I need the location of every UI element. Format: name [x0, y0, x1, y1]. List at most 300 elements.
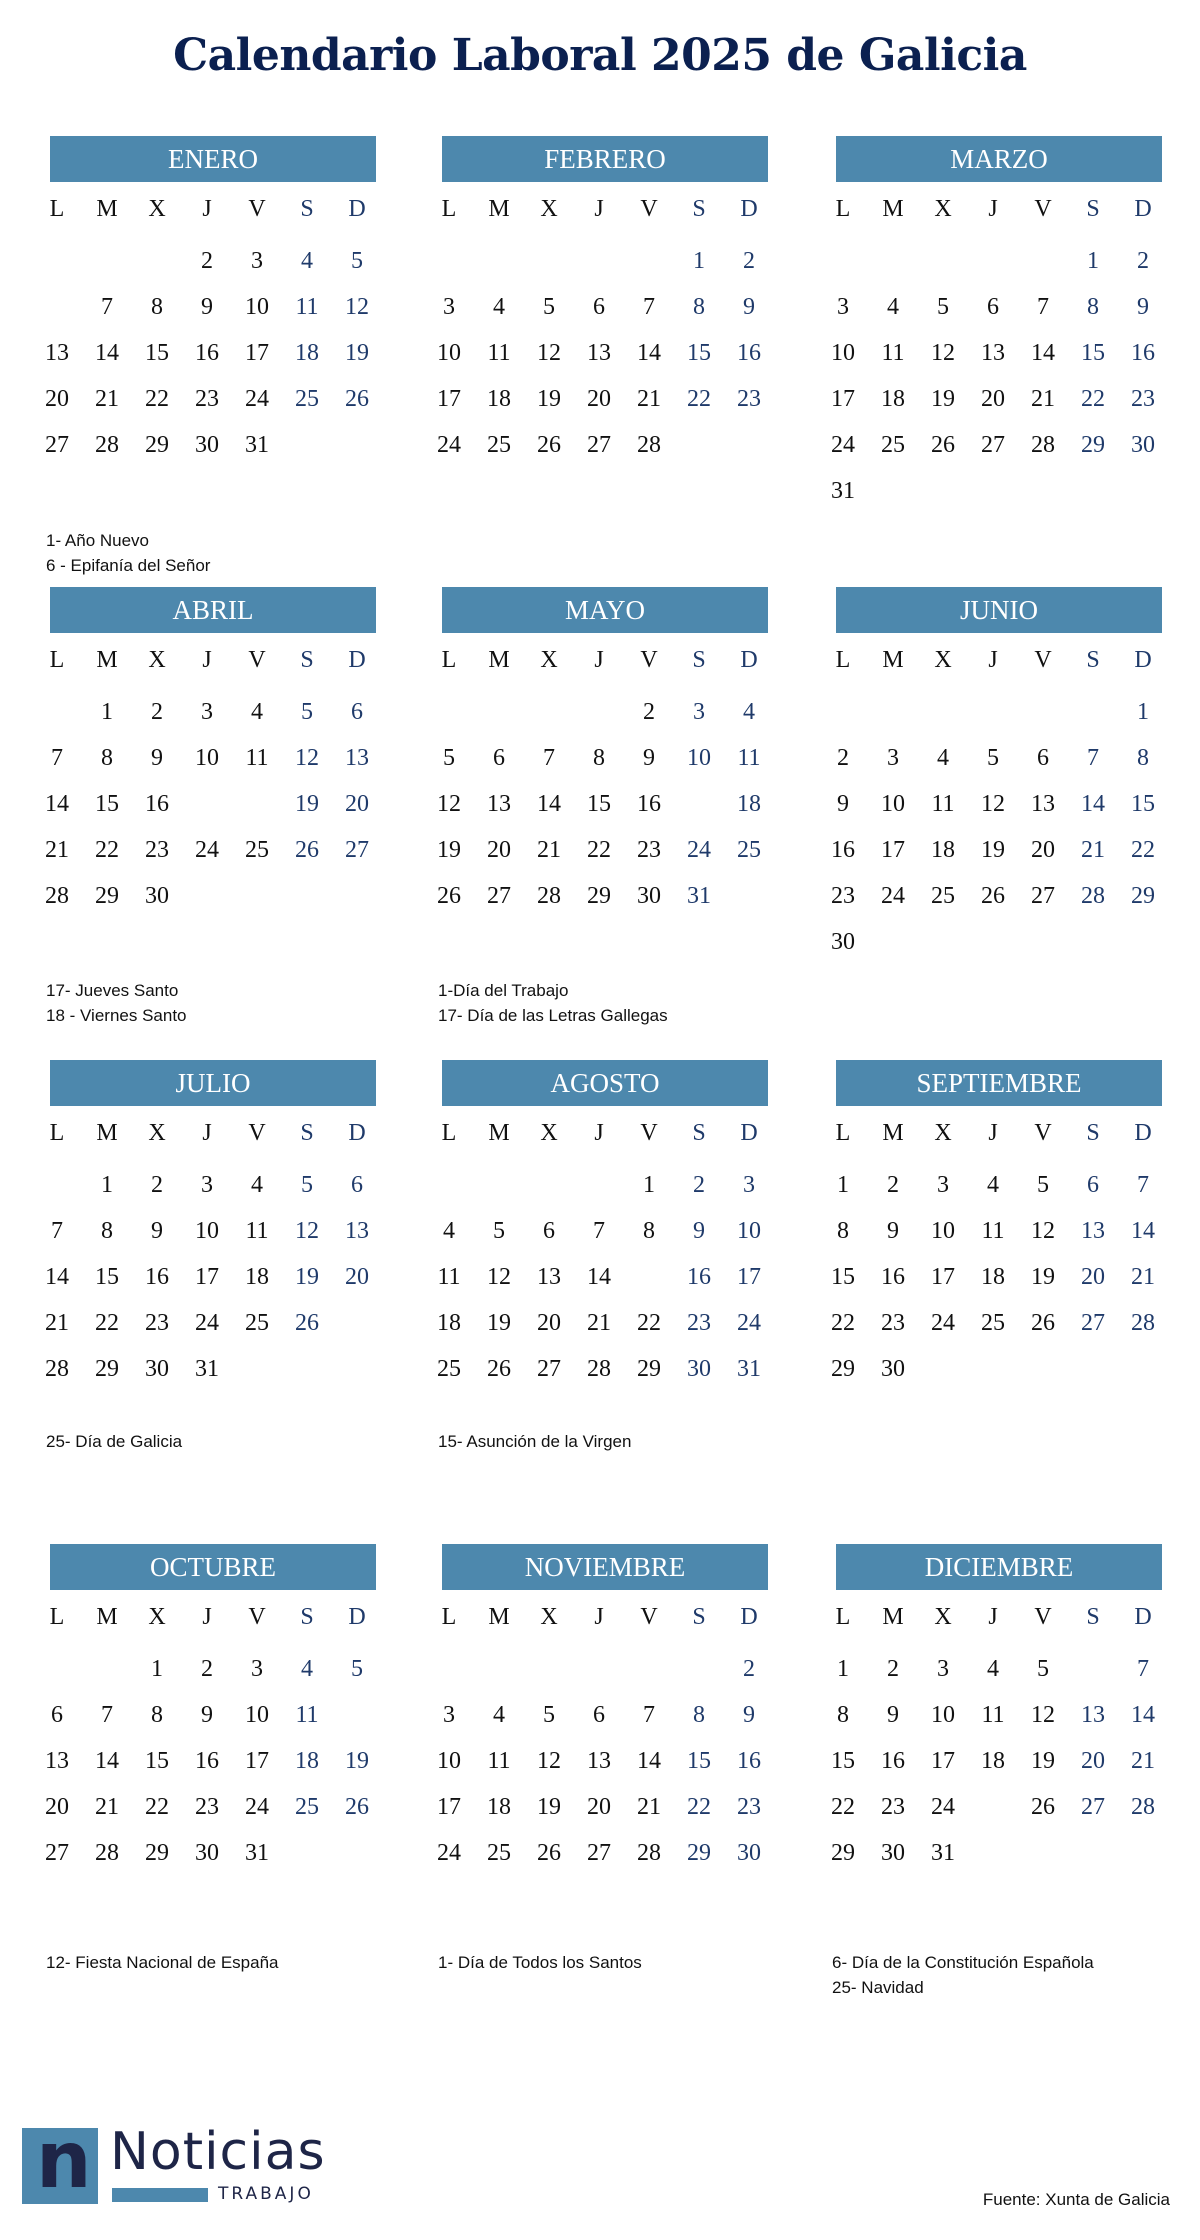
- day: [674, 1830, 724, 1876]
- weekday-label: X: [934, 1604, 952, 1630]
- day-number: 7: [1137, 1656, 1149, 1682]
- day-number: 23: [881, 1310, 905, 1336]
- month-header: FEBRERO: [442, 136, 768, 182]
- day: [868, 781, 918, 827]
- day-number: 20: [981, 386, 1005, 412]
- month-agosto: [437, 1060, 768, 1500]
- days-grid: [424, 1646, 774, 1876]
- day-number: 11: [245, 745, 269, 771]
- weekday-label: L: [835, 1120, 851, 1146]
- day: [918, 1254, 968, 1300]
- day-number: 30: [881, 1840, 905, 1866]
- day-number: 8: [151, 294, 163, 320]
- weekday-label: S: [300, 196, 314, 222]
- day-number: 30: [195, 1840, 219, 1866]
- day: [474, 873, 524, 919]
- day: [524, 1830, 574, 1876]
- day: [968, 873, 1018, 919]
- day-number: 21: [45, 837, 69, 863]
- empty-cell: [524, 238, 574, 284]
- day-number: 18: [295, 340, 319, 366]
- day: [82, 873, 132, 919]
- day-number: 22: [687, 386, 711, 412]
- weekday-label: J: [594, 1120, 604, 1146]
- day-number: 11: [981, 1218, 1005, 1244]
- day-number: 10: [931, 1702, 955, 1728]
- day: [424, 1346, 474, 1392]
- weekday-label: V: [640, 1604, 658, 1630]
- day-number: 21: [1131, 1264, 1155, 1290]
- month-header: NOVIEMBRE: [442, 1544, 768, 1590]
- day-number: 5: [987, 745, 999, 771]
- day-number: 26: [931, 432, 955, 458]
- day: [968, 1738, 1018, 1784]
- day: [82, 1208, 132, 1254]
- weekday-label: J: [202, 647, 212, 673]
- day: [474, 1300, 524, 1346]
- day-number: 17: [737, 1264, 761, 1290]
- day-number: 19: [1031, 1748, 1055, 1774]
- day-number: 31: [687, 883, 711, 909]
- day: [424, 330, 474, 376]
- weekday-label: X: [934, 1120, 952, 1146]
- weekday-label: L: [441, 196, 457, 222]
- day: [132, 873, 182, 919]
- day: [332, 1784, 382, 1830]
- day-number: 2: [643, 699, 655, 725]
- day-number: 19: [437, 837, 461, 863]
- holiday-note: 15- Asunción de la Virgen: [438, 1432, 632, 1451]
- day-number: 11: [881, 340, 905, 366]
- weekday-row: [32, 643, 382, 677]
- day: [574, 827, 624, 873]
- day: [1118, 1208, 1168, 1254]
- day-number: 7: [51, 1218, 63, 1244]
- day-number: 5: [493, 1218, 505, 1244]
- day-number: 17: [195, 1264, 219, 1290]
- day: [424, 1692, 474, 1738]
- day-number: 16: [831, 837, 855, 863]
- day-number: 23: [145, 837, 169, 863]
- month-header: DICIEMBRE: [836, 1544, 1162, 1590]
- day-number: 25: [487, 1840, 511, 1866]
- weekday-label: J: [202, 1120, 212, 1146]
- weekday-label: L: [49, 196, 65, 222]
- day-number: 26: [981, 883, 1005, 909]
- day: [674, 330, 724, 376]
- day-number: 30: [687, 1356, 711, 1382]
- day-number: 26: [295, 837, 319, 863]
- day-number: 23: [195, 386, 219, 412]
- day: [182, 1830, 232, 1876]
- weekday-label: J: [988, 1120, 998, 1146]
- day: [232, 1162, 282, 1208]
- day: [282, 1738, 332, 1784]
- day: [1118, 238, 1168, 284]
- day: [282, 284, 332, 330]
- day: [32, 330, 82, 376]
- day: [1068, 735, 1118, 781]
- day-number: 6: [51, 294, 63, 320]
- day: [818, 1738, 868, 1784]
- day-number: 5: [1037, 1172, 1049, 1198]
- day: [82, 330, 132, 376]
- day-number: 17: [931, 1748, 955, 1774]
- day: [1018, 1738, 1068, 1784]
- day-number: 14: [537, 791, 561, 817]
- weekday-row: [32, 1600, 382, 1634]
- day: [818, 1830, 868, 1876]
- day-number: 26: [345, 1794, 369, 1820]
- day-number: 15: [831, 1748, 855, 1774]
- weekday-label: J: [202, 196, 212, 222]
- day: [524, 1208, 574, 1254]
- day: [132, 330, 182, 376]
- day: [182, 735, 232, 781]
- month-mayo: [437, 587, 768, 1027]
- day: [968, 422, 1018, 468]
- day-number: 15: [687, 340, 711, 366]
- day-number: 28: [45, 1356, 69, 1382]
- day: [82, 376, 132, 422]
- day-number: 11: [437, 1264, 461, 1290]
- day-number: 14: [45, 791, 69, 817]
- day-number: 4: [887, 294, 899, 320]
- day-number: 30: [831, 929, 855, 955]
- day: [624, 376, 674, 422]
- day: [918, 873, 968, 919]
- day-number: 29: [145, 432, 169, 458]
- day-number: 13: [537, 1264, 561, 1290]
- day: [1018, 1162, 1068, 1208]
- day-number: 15: [95, 1264, 119, 1290]
- holiday-note: 6- Día de la Constitución Española: [832, 1953, 1094, 1972]
- holiday-note: 17- Día de las Letras Gallegas: [438, 1006, 668, 1025]
- day: [182, 1738, 232, 1784]
- day-number: 10: [245, 1702, 269, 1728]
- day-number: 15: [637, 1264, 661, 1290]
- day: [724, 1646, 774, 1692]
- day-number: 14: [1131, 1702, 1155, 1728]
- day: [674, 873, 724, 919]
- day-number: 13: [587, 340, 611, 366]
- weekday-label: V: [1034, 1120, 1052, 1146]
- day: [332, 827, 382, 873]
- day: [624, 781, 674, 827]
- day: [32, 1254, 82, 1300]
- day-number: 19: [537, 1794, 561, 1820]
- day-number: 14: [95, 1748, 119, 1774]
- day: [724, 1300, 774, 1346]
- day-number: 2: [151, 699, 163, 725]
- weekday-label: V: [1034, 196, 1052, 222]
- day: [918, 735, 968, 781]
- day: [332, 1162, 382, 1208]
- day: [574, 330, 624, 376]
- weekday-label: M: [488, 196, 510, 222]
- day: [674, 238, 724, 284]
- day-number: 17: [245, 340, 269, 366]
- day: [1018, 1254, 1068, 1300]
- day: [918, 1830, 968, 1876]
- day-number: 1: [151, 1656, 163, 1682]
- day-number: 20: [1081, 1264, 1105, 1290]
- day-number: 2: [1137, 248, 1149, 274]
- day: [32, 873, 82, 919]
- day: [968, 1692, 1018, 1738]
- day: [524, 284, 574, 330]
- day-number: 9: [887, 1218, 899, 1244]
- day-number: 30: [1131, 432, 1155, 458]
- day-number: 13: [1031, 791, 1055, 817]
- weekday-label: M: [882, 196, 904, 222]
- day-number: 10: [195, 1218, 219, 1244]
- day: [182, 422, 232, 468]
- day-number: 24: [687, 837, 711, 863]
- days-grid: [424, 238, 774, 468]
- day-number: 24: [737, 1310, 761, 1336]
- weekday-label: D: [1134, 196, 1152, 222]
- day-number: 18: [981, 1264, 1005, 1290]
- day: [424, 422, 474, 468]
- day-number: 28: [537, 883, 561, 909]
- day: [232, 1208, 282, 1254]
- day: [182, 1208, 232, 1254]
- day: [574, 1830, 624, 1876]
- day-number: 24: [245, 386, 269, 412]
- weekday-label: X: [934, 196, 952, 222]
- weekday-label: L: [441, 647, 457, 673]
- day-number: 1: [693, 248, 705, 274]
- day-number: 3: [443, 1702, 455, 1728]
- day: [724, 689, 774, 735]
- day-number: 18: [881, 386, 905, 412]
- holiday-day: [232, 781, 282, 827]
- day-number: 7: [643, 294, 655, 320]
- source-note: Fuente: Xunta de Galicia: [982, 2190, 1170, 2209]
- day-number: 28: [587, 1356, 611, 1382]
- day: [82, 1784, 132, 1830]
- day-number: 12: [295, 745, 319, 771]
- day: [182, 238, 232, 284]
- month-header: AGOSTO: [442, 1060, 768, 1106]
- holiday-note: 12- Fiesta Nacional de España: [46, 1953, 279, 1972]
- day: [724, 1692, 774, 1738]
- day-number: 31: [737, 1356, 761, 1382]
- day: [968, 1254, 1018, 1300]
- empty-cell: [574, 1162, 624, 1208]
- day-number: 2: [201, 248, 213, 274]
- day-number: 28: [95, 1840, 119, 1866]
- day-number: 12: [437, 791, 461, 817]
- weekday-label: M: [882, 1604, 904, 1630]
- day-number: 11: [245, 1218, 269, 1244]
- empty-cell: [524, 1646, 574, 1692]
- day: [232, 422, 282, 468]
- day-number: 13: [587, 1748, 611, 1774]
- day: [674, 376, 724, 422]
- day: [968, 1208, 1018, 1254]
- day-number: 26: [437, 883, 461, 909]
- day: [1018, 735, 1068, 781]
- empty-cell: [574, 1646, 624, 1692]
- weekday-label: M: [488, 1120, 510, 1146]
- day-number: 14: [637, 1748, 661, 1774]
- weekday-row: [818, 1116, 1168, 1150]
- weekday-label: L: [49, 647, 65, 673]
- day-number: 15: [1081, 340, 1105, 366]
- weekday-label: X: [148, 196, 166, 222]
- day-number: 27: [45, 432, 69, 458]
- logo-letter: n: [36, 2116, 92, 2206]
- month-header: MAYO: [442, 587, 768, 633]
- day-number: 22: [95, 837, 119, 863]
- empty-cell: [82, 238, 132, 284]
- day: [424, 376, 474, 422]
- day: [724, 1738, 774, 1784]
- day: [968, 735, 1018, 781]
- day: [624, 873, 674, 919]
- day-number: 26: [1031, 1310, 1055, 1336]
- day: [818, 284, 868, 330]
- weekday-label: J: [594, 196, 604, 222]
- day-number: 14: [1081, 791, 1105, 817]
- day: [32, 735, 82, 781]
- day: [474, 1346, 524, 1392]
- day: [968, 781, 1018, 827]
- day: [868, 1784, 918, 1830]
- day-number: 8: [837, 1702, 849, 1728]
- day: [1118, 1784, 1168, 1830]
- day-number: 10: [437, 1748, 461, 1774]
- day-number: 16: [881, 1264, 905, 1290]
- day: [1068, 1208, 1118, 1254]
- day: [182, 1162, 232, 1208]
- day-number: 26: [345, 386, 369, 412]
- day-number: 11: [737, 745, 761, 771]
- empty-cell: [32, 689, 82, 735]
- day: [332, 330, 382, 376]
- day-number: 16: [145, 1264, 169, 1290]
- day-number: 26: [537, 432, 561, 458]
- weekday-label: M: [96, 1120, 118, 1146]
- day: [282, 689, 332, 735]
- day: [1118, 1738, 1168, 1784]
- holiday-note: 1- Año Nuevo: [46, 531, 150, 550]
- weekday-label: V: [248, 647, 266, 673]
- days-grid: [32, 1646, 382, 1876]
- day: [474, 330, 524, 376]
- weekday-label: D: [740, 1604, 758, 1630]
- day-number: 4: [987, 1172, 999, 1198]
- day: [574, 781, 624, 827]
- day-number: 16: [1131, 340, 1155, 366]
- day-number: 23: [881, 1794, 905, 1820]
- day: [1068, 238, 1118, 284]
- day-number: 24: [437, 1840, 461, 1866]
- day: [282, 1784, 332, 1830]
- day-number: 26: [537, 1840, 561, 1866]
- day-number: 27: [537, 1356, 561, 1382]
- month-junio: [831, 587, 1162, 1027]
- day: [232, 1692, 282, 1738]
- day: [918, 422, 968, 468]
- day-number: 7: [101, 1702, 113, 1728]
- day-number: 8: [593, 745, 605, 771]
- weekday-label: S: [1086, 1604, 1100, 1630]
- empty-cell: [424, 689, 474, 735]
- day-number: 7: [101, 294, 113, 320]
- day-number: 29: [637, 1356, 661, 1382]
- day: [332, 1208, 382, 1254]
- empty-cell: [574, 238, 624, 284]
- day: [82, 1738, 132, 1784]
- day-number: 17: [437, 1794, 461, 1820]
- day: [724, 284, 774, 330]
- day-number: 22: [95, 1310, 119, 1336]
- day: [474, 1738, 524, 1784]
- weekday-row: [32, 1116, 382, 1150]
- day: [868, 284, 918, 330]
- day-number: 14: [1031, 340, 1055, 366]
- day: [282, 735, 332, 781]
- day-number: 28: [1031, 432, 1055, 458]
- day-number: 25: [737, 837, 761, 863]
- day: [574, 1254, 624, 1300]
- day: [724, 1254, 774, 1300]
- day: [624, 689, 674, 735]
- day: [424, 284, 474, 330]
- day: [868, 1254, 918, 1300]
- empty-cell: [474, 1646, 524, 1692]
- day-number: 1: [643, 1172, 655, 1198]
- day: [232, 1830, 282, 1876]
- day: [1068, 873, 1118, 919]
- day-number: 5: [1037, 1656, 1049, 1682]
- day-number: 4: [251, 699, 263, 725]
- noticias-trabajo-logo: [22, 2116, 332, 2206]
- day-number: 11: [295, 294, 319, 320]
- day-number: 9: [693, 1218, 705, 1244]
- month-septiembre: [831, 1060, 1162, 1500]
- day: [474, 735, 524, 781]
- day-number: 15: [1131, 791, 1155, 817]
- day: [524, 376, 574, 422]
- day: [918, 1784, 968, 1830]
- day: [674, 1738, 724, 1784]
- day-number: 21: [1081, 837, 1105, 863]
- day: [574, 1346, 624, 1392]
- holiday-note: 25- Día de Galicia: [46, 1432, 183, 1451]
- day: [474, 1784, 524, 1830]
- day-number: 5: [351, 248, 363, 274]
- day-number: 21: [637, 386, 661, 412]
- day: [132, 1162, 182, 1208]
- day-number: 22: [637, 1310, 661, 1336]
- day-number: 18: [487, 386, 511, 412]
- empty-cell: [1068, 689, 1118, 735]
- day: [674, 689, 724, 735]
- day: [32, 1738, 82, 1784]
- day-number: 16: [195, 340, 219, 366]
- day-number: 9: [743, 294, 755, 320]
- month-header: ENERO: [50, 136, 376, 182]
- month-header: ABRIL: [50, 587, 376, 633]
- day: [1068, 1300, 1118, 1346]
- day: [574, 873, 624, 919]
- day: [424, 827, 474, 873]
- day: [82, 1300, 132, 1346]
